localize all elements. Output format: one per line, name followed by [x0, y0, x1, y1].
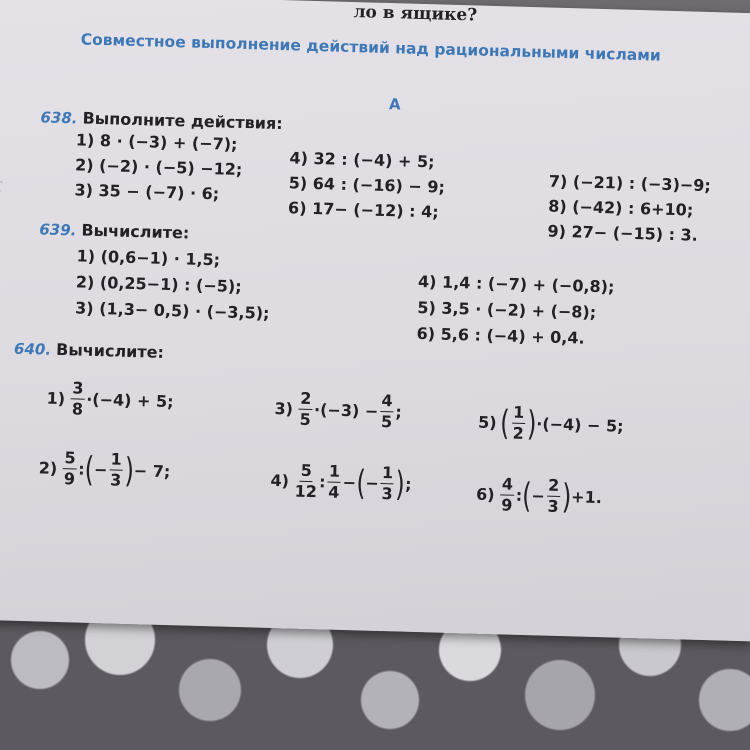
fraction: $\frac{4}{5}$	[380, 390, 393, 432]
task-638-1: 1) 8 · (−3) + (−7);	[75, 130, 238, 154]
task-638-7: 7) (−21) : (−3)−9;	[548, 171, 712, 196]
item-label: 3)	[274, 398, 294, 419]
task-638-8: 8) (−42) : 6+10;	[547, 196, 694, 220]
minus-sign: −	[93, 459, 108, 480]
task-639-2: 2) (0,25−1) : (−5);	[75, 272, 242, 297]
item-label: 2)	[38, 458, 58, 478]
expression-mid: ·(−3) −	[313, 400, 379, 421]
exercise-title: Вычислите:	[55, 339, 165, 362]
expression-rest: ;	[395, 402, 403, 422]
task-638-6: 6) 17− (−12) : 4;	[287, 198, 439, 222]
expression-rest: +1.	[570, 487, 603, 508]
item-label: 5)	[477, 412, 497, 433]
section-title: Совместное выполнение действий над рациональными числами	[80, 30, 662, 65]
exercise-number: 639.	[39, 220, 77, 240]
fraction: $\frac{2}{3}$	[547, 475, 560, 516]
exercise-title: Вычислите:	[81, 220, 190, 243]
fraction: $\frac{4}{9}$	[501, 474, 514, 515]
exercise-640-header	[14, 339, 164, 362]
task-638-5: 5) 64 : (−16) − 9;	[288, 173, 446, 197]
fraction: $\frac{3}{8}$	[71, 378, 84, 419]
fraction: $\frac{1}{2}$	[512, 402, 525, 443]
minus-sign: −	[365, 473, 380, 493]
item-label: 6)	[475, 484, 495, 505]
expression-rest: ;	[404, 474, 412, 494]
task-639-5: 5) 3,5 · (−2) + (−8);	[417, 297, 597, 322]
task-639-3: 3) (1,3− 0,5) · (−3,5);	[74, 298, 270, 323]
task-640-4: 4) $\frac{5}{12}$ : $\frac{1}{4}$ − ( − $\frac{1}{3}$ ) ;	[270, 460, 412, 505]
fraction: $\frac{1}{3}$	[381, 463, 394, 504]
fraction: $\frac{2}{5}$	[299, 388, 312, 430]
item-label: 4)	[270, 470, 290, 491]
fraction: $\frac{5}{12}$	[294, 460, 318, 502]
expression-rest: ·(−4) + 5;	[85, 389, 174, 412]
previous-task-fragment: ло в ящике?	[353, 2, 478, 26]
operator: :	[78, 459, 85, 479]
operator: :	[515, 485, 523, 505]
fraction: $\frac{1}{4}$	[328, 461, 341, 502]
exercise-638-header	[40, 107, 283, 133]
task-639-1: 1) (0,6−1) · 1,5;	[76, 246, 221, 270]
level-label: А	[388, 95, 401, 114]
task-638-4: 4) 32 : (−4) + 5;	[289, 148, 435, 172]
operator: −	[342, 472, 357, 493]
task-640-3	[274, 390, 402, 431]
task-640-1	[46, 380, 174, 421]
expression-rest: ·(−4) − 5;	[536, 414, 624, 436]
expression-rest: − 7;	[133, 461, 171, 482]
item-label: 1)	[46, 388, 66, 409]
task-639-6: 6) 5,6 : (−4) + 0,4.	[416, 323, 585, 348]
task-638-2: 2) (−2) · (−5) −12;	[74, 155, 243, 179]
task-640-5: 5) ( $\frac{1}{2}$ ) ·(−4) − 5;	[477, 402, 624, 444]
minus-sign: −	[531, 486, 546, 506]
task-638-3: 3) 35 − (−7) · 6;	[74, 180, 220, 204]
exercise-number: 638.	[40, 108, 78, 128]
operator: :	[318, 472, 326, 492]
exercise-639-header	[39, 219, 189, 242]
fraction: $\frac{5}{9}$	[63, 448, 76, 489]
task-638-9: 9) 27− (−15) : 3.	[547, 221, 699, 245]
margin-mark	[0, 180, 2, 195]
exercise-number: 640.	[13, 339, 52, 359]
task-640-6: 6) $\frac{4}{9}$ : ( − $\frac{2}{3}$ ) +1.	[475, 474, 603, 517]
task-640-2: 2) $\frac{5}{9}$ : ( − $\frac{1}{3}$ ) − 7;	[38, 448, 171, 491]
task-639-4: 4) 1,4 : (−7) + (−0,8);	[417, 271, 615, 297]
fraction: $\frac{1}{3}$	[109, 449, 123, 490]
exercise-title: Выполните действия:	[82, 108, 283, 134]
